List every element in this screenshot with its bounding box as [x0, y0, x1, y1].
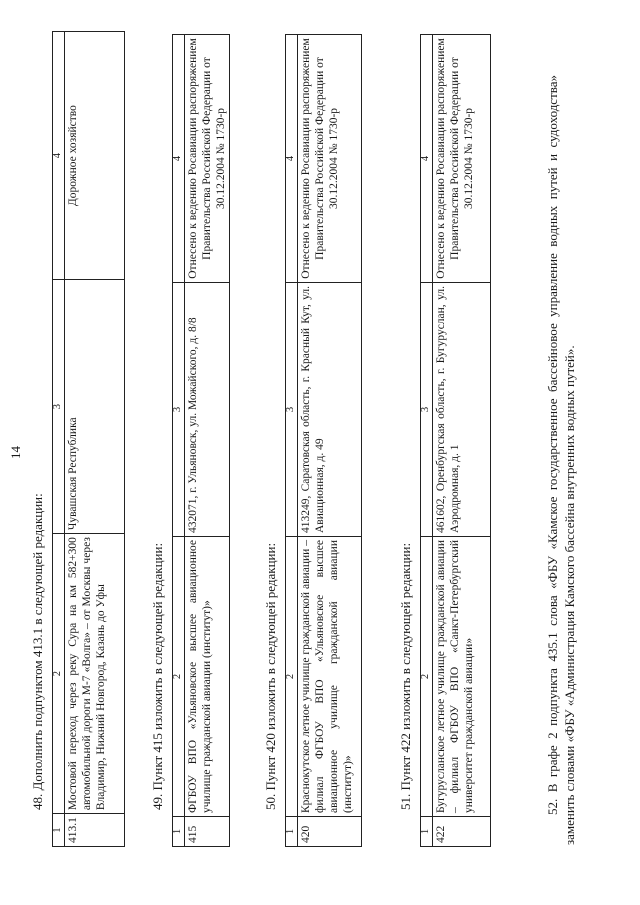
cell-number: 420: [297, 817, 361, 847]
header-col-3: 3: [53, 280, 65, 534]
table-header-row: [53, 32, 65, 847]
cell-address: 461602, Оренбургская область, г. Бугуруслан, ул. Аэродромная, д. 1: [432, 283, 490, 537]
cell-number: 415: [184, 817, 229, 847]
cell-object-name: Бугурусланское летное училище гражданской авиации – филиал ФГБОУ ВПО «Санкт-Петербургский университет гражданской авиации»: [432, 537, 490, 817]
header-col-2: 2: [173, 537, 185, 817]
cell-note: Отнесено к ведению Росавиации распоряжением Правительства Российской Федерации от 30.12.2004 № 1730-р: [184, 35, 229, 283]
table-header-row: [286, 35, 298, 847]
cell-address: 432071, г. Ульяновск, ул. Можайского, д. 8/8: [184, 283, 229, 537]
header-col-2: 2: [53, 534, 65, 814]
table-item-48: [52, 31, 125, 847]
header-col-4: 4: [286, 35, 298, 283]
table-row: [432, 35, 490, 847]
header-col-4: 4: [173, 35, 185, 283]
cell-address: Чувашская Республика: [64, 280, 124, 534]
table-header-row: [173, 35, 185, 847]
item-51-heading: 51. Пункт 422 изложить в следующей редакции:: [398, 542, 413, 810]
cell-note: Отнесено к ведению Росавиации распоряжением Правительства Российской Федерации от 30.12.2004 № 1730-р: [432, 35, 490, 283]
cell-address: 413249, Саратовская область, г. Красный Кут, ул. Авиационная, д. 49: [297, 283, 361, 537]
table-row: [184, 35, 229, 847]
table-row: [64, 32, 124, 847]
table-row: [297, 35, 361, 847]
header-col-2: 2: [286, 537, 298, 817]
header-col-1: 1: [421, 817, 433, 847]
table-item-49: [172, 34, 230, 847]
table-header-row: [421, 35, 433, 847]
header-col-2: 2: [421, 537, 433, 817]
header-col-1: 1: [53, 814, 65, 847]
cell-note: Дорожное хозяйство: [64, 32, 124, 280]
item-48-heading: 48. Дополнить подпунктом 413.1 в следующей редакции:: [30, 493, 45, 810]
table-item-50: [285, 34, 362, 847]
page-number: 14: [8, 446, 23, 459]
cell-number: 422: [432, 817, 490, 847]
header-col-4: 4: [53, 32, 65, 280]
header-col-3: 3: [421, 283, 433, 537]
cell-object-name: Мостовой переход через реку Сура на км 582+300 автомобильной дороги М-7 «Волга» – от Москвы через Владимир, Нижний Новгород, Казань до Уфы: [64, 534, 124, 814]
header-col-3: 3: [286, 283, 298, 537]
header-col-1: 1: [173, 817, 185, 847]
cell-object-name: Краснокутское летное училище гражданской авиации – филиал ФГБОУ ВПО «Ульяновское высшее авиационное училище гражданской авиации (институт)»: [297, 537, 361, 817]
item-49-heading: 49. Пункт 415 изложить в следующей редакции:: [150, 542, 165, 810]
cell-note: Отнесено к ведению Росавиации распоряжением Правительства Российской Федерации от 30.12.2004 № 1730-р: [297, 35, 361, 283]
table-item-51: [420, 34, 491, 847]
header-col-3: 3: [173, 283, 185, 537]
cell-number: 413.1: [64, 814, 124, 847]
item-50-heading: 50. Пункт 420 изложить в следующей редакции:: [263, 542, 278, 810]
header-col-1: 1: [286, 817, 298, 847]
paragraph-52: 52. В графе 2 подпункта 435.1 слова «ФБУ «Камское государственное бассейновое управление водных путей и судоходства» заменить словами «ФБУ «Администрация Камского бассейна внутренних водных путей».: [545, 75, 577, 845]
cell-object-name: ФГБОУ ВПО «Ульяновское высшее авиационное училище гражданской авиации (институт)»: [184, 537, 229, 817]
header-col-4: 4: [421, 35, 433, 283]
